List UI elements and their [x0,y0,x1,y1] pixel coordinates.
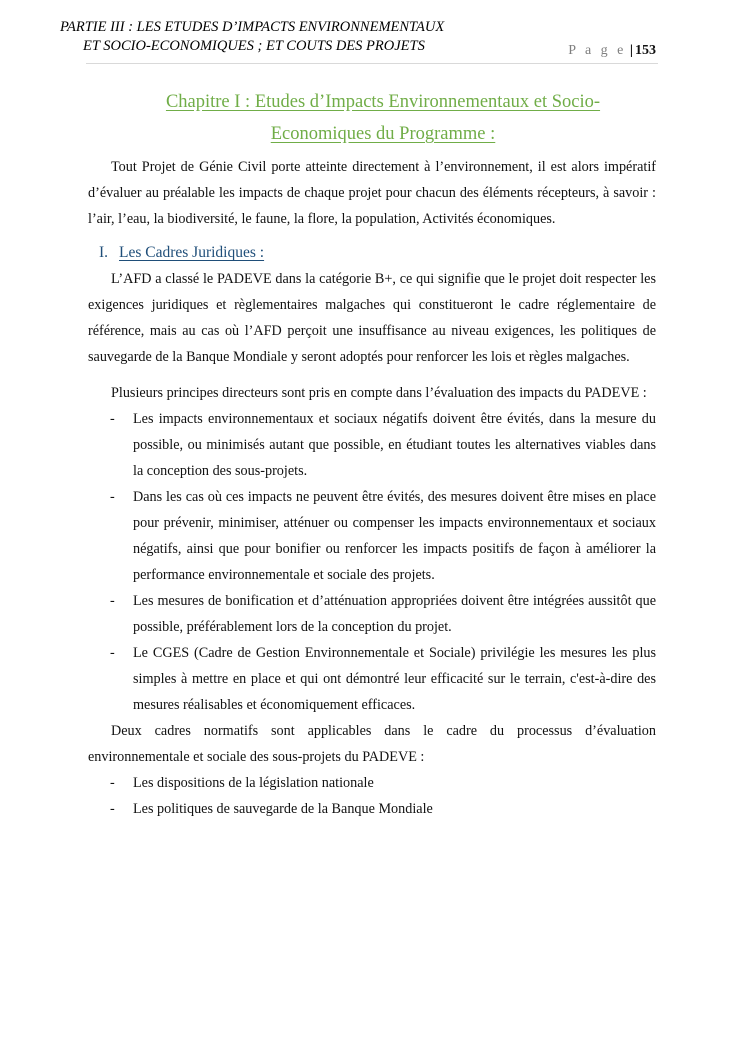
dash-bullet: - [110,775,115,791]
list-item-text: Les impacts environnementaux et sociaux négatifs doivent être évités, dans la mesure du possible, ou minimisés autant que possible, en étudiant toutes les alternatives viables dans la conception des sous-projets. [133,411,656,479]
page-number [568,43,656,59]
dash-bullet: - [110,645,115,661]
principles-list [88,406,656,718]
page-header [0,0,745,66]
list-item-text: Les politiques de sauvegarde de la Banque Mondiale [133,801,433,817]
list-item-text: Les mesures de bonification et d’atténuation appropriées doivent être intégrées aussitôt que possible, préférablement lors de la conception du projet. [133,593,656,635]
part-title [60,18,444,56]
dash-bullet: - [110,593,115,609]
page-label: P a g e [568,43,627,58]
section-heading [88,240,656,266]
list-item-text: Les dispositions de la législation nationale [133,775,374,791]
list-item [88,484,656,588]
intro-paragraph: Tout Projet de Génie Civil porte atteinte directement à l’environnement, il est alors impératif d’évaluer au préalable les impacts de chaque projet pour chacun des éléments récepteurs, à savoir : l’air, l’eau, la biodiversité, le faune, la flore, la population, Activités économiques. [88,159,656,227]
frameworks-list [88,770,656,822]
chapter-title-line2: Economiques du Programme : [270,124,496,144]
list-item-text: Le CGES (Cadre de Gestion Environnementale et Sociale) privilégie les mesures les plus simples à mettre en place et qui ont démontré leur efficacité sur le terrain, c'est-à-dire des mesures réalisables et économiquement efficaces. [133,645,656,713]
part-title-line2: ET SOCIO-ECONOMIQUES ; ET COUTS DES PROJETS [83,38,425,54]
list-item [88,796,656,822]
document-body [88,86,656,822]
list-item [88,406,656,484]
chapter-title-line1: Chapitre I : Etudes d’Impacts Environnementaux et Socio- [165,92,601,112]
afd-paragraph: L’AFD a classé le PADEVE dans la catégorie B+, ce qui signifie que le projet doit respecter les exigences juridiques et règlementaires malgaches qui constitueront le cadre réglementaire de référence, mais au cas où l’AFD perçoit une insuffisance au niveau exigences, les politiques de sauvegarde de la Banque Mondiale y seront adoptés pour renforcer les lois et règles malgaches. [88,271,656,365]
section-number: I. [99,244,109,261]
chapter-title [88,86,656,150]
list-item [88,588,656,640]
list-item [88,640,656,718]
dash-bullet: - [110,411,115,427]
dash-bullet: - [110,489,115,505]
principles-intro: Plusieurs principes directeurs sont pris en compte dans l’évaluation des impacts du PADEVE : [111,385,647,401]
part-title-line1: PARTIE III : LES ETUDES D’IMPACTS ENVIRONNEMENTAUX [60,19,445,35]
list-item [88,770,656,796]
dash-bullet: - [110,801,115,817]
header-divider [86,63,658,64]
list-item-text: Dans les cas où ces impacts ne peuvent être évités, des mesures doivent être mises en place pour prévenir, minimiser, atténuer ou compenser les impacts environnementaux et sociaux négatifs, ainsi que pour bonifier ou renforcer les impacts positifs de façon à améliorer la performance environnementale et sociale des projets. [133,489,656,583]
page-number-value: 153 [635,43,656,58]
page-separator: | [629,43,633,58]
frameworks-intro: Deux cadres normatifs sont applicables dans le cadre du processus d’évaluation environnementale et sociale des sous-projets du PADEVE : [88,723,656,765]
section-title: Les Cadres Juridiques : [119,244,265,261]
